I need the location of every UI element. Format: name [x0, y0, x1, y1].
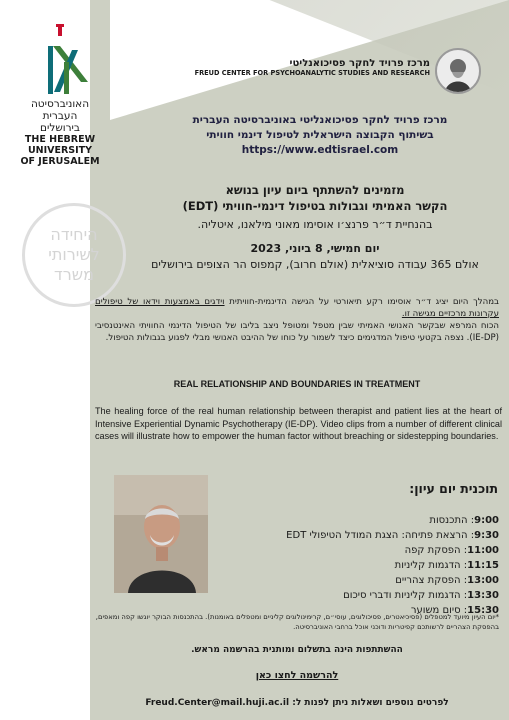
program-item: 13:30: הדגמות קליניות ודברי סיכום: [343, 590, 499, 601]
program-item-label: הדגמות קליניות ודברי סיכום: [343, 590, 461, 601]
stamp-line-1: היחידה: [50, 225, 98, 244]
intro-line-2: בשיתוף הקבוצה הישראלית לטיפול דינמי חוויתי: [206, 129, 434, 141]
description-he-underlined: וידגים באמצעות וידאו של טיפולים עקרונות מרכזיים מגישה זו.: [95, 297, 499, 319]
freud-portrait-icon: [435, 48, 481, 94]
university-name-he-2: העברית: [42, 110, 78, 122]
university-name-he-3: בירושלים: [40, 122, 80, 134]
program-item-label: סיום משוער: [410, 605, 461, 616]
university-name-en-2: UNIVERSITY: [27, 145, 93, 156]
intro-block: [140, 113, 500, 158]
program-item: 9:00: התכנסות: [429, 515, 499, 526]
program-item: 13:00: הפסקת צהריים: [395, 575, 499, 586]
program-item: 11:15: הדגמות קליניות: [394, 560, 499, 571]
description-he-part2: הכוח המרפא שבקשר האנושי האמיתי שבין מטפל ומטופל ניצב בליבו של הטיפול הדינמי החוויתי האינטנסיבי (IE-DP). נצפה בקטעי טיפול המדגימים כיצד לשמור על כוחו של ההיבט האנושי מבלי לפגוע בגבולות הטיפול.: [95, 321, 499, 343]
description-he: [95, 296, 499, 344]
program-item-label: הפסקת צהריים: [395, 575, 461, 586]
program-item-time: 11:15: [467, 560, 499, 571]
event-title: [130, 182, 500, 214]
participation-note: ההשתתפות הינה בתשלום ומותנית בהרשמה מראש.: [191, 645, 403, 655]
freud-center-header: [160, 58, 430, 77]
program-item: 11:00: הפסקת קפה: [404, 545, 499, 556]
program-item-time: 13:00: [467, 575, 499, 586]
event-title-line-1: מזמינים להשתתף ביום עיון בנושא: [225, 183, 405, 197]
program-item: 9:30: הרצאת פתיחה: הצגת המודל הטיפולי EDT: [286, 530, 499, 541]
footnote: *יום העיון מיועד למטפלים (פסיכיאטרים, פסיכולוגים, עוסי״ם, קרימינולוגים קליניים ומטפלים באומנות). בהתכנסות הבוקר יוגשו קפה ומאפים, בהפסקת הצהריים לרשותכם קפיטריות ודוכני אוכל ברחבי האוניברסיטה.: [95, 613, 499, 631]
english-title: REAL RELATIONSHIP AND BOUNDARIES IN TREATMENT: [173, 379, 421, 389]
event-title-line-2: הקשר האמיתי וגבולות בטיפול דינמי-חוויתי (EDT): [182, 199, 448, 213]
program-item-label: הדגמות קליניות: [394, 560, 461, 571]
program-item-time: 9:30: [474, 530, 499, 541]
event-date: יום חמישי, 8 ביוני, 2023: [250, 242, 380, 255]
program-item-time: 15:30: [467, 605, 499, 616]
program-item: 15:30: סיום משוער: [410, 605, 499, 616]
event-venue: אולם 365 עבודה סוציאלית (אולם חרוב), קמפוס הר הצופים בירושלים: [151, 258, 479, 271]
freud-center-name-en: FREUD CENTER FOR PSYCHOANALYTIC STUDIES AND RESEARCH: [194, 69, 430, 77]
stamp-line-3: משרד: [54, 265, 94, 284]
program-title: תוכנית יום עיון:: [409, 481, 498, 496]
program-list: [220, 513, 499, 618]
speaker-photo: [114, 475, 208, 593]
university-name-en-1: THE HEBREW: [24, 134, 96, 145]
hebrew-university-logo-icon: [34, 22, 94, 98]
university-name-he-1: האוניברסיטה: [30, 98, 90, 110]
english-body: The healing force of the real human relationship between therapist and patient lies at the heart of Intensive Experiential Dynamic Psychotherapy (IE-DP). Video clips from a number of different clinical cases will illustrate how to empower the human factor without breaching or sidestepping boundaries.: [95, 406, 502, 441]
program-item-time: 13:30: [467, 590, 499, 601]
contact-email-link[interactable]: Freud.Center@mail.huji.ac.il: [145, 698, 290, 708]
contact-line: [95, 698, 499, 708]
freud-center-name-he: מרכז פרויד לחקר פסיכואנליטי: [289, 58, 430, 69]
watermark-stamp: [22, 203, 126, 307]
university-name: [0, 98, 120, 167]
intro-url-link[interactable]: https://www.edtisrael.com: [241, 144, 399, 156]
register-link[interactable]: להרשמה לחצו כאן: [255, 670, 339, 681]
program-item-time: 9:00: [474, 515, 499, 526]
description-he-part1: במהלך היום יציג ד״ר אוסימו רקע תיאורטי על הגישה הדינמית-חוויתית: [224, 297, 499, 307]
stamp-line-2: לשירותי: [48, 245, 100, 264]
program-item-label: התכנסות: [429, 515, 468, 526]
intro-line-1: מרכז פרויד לחקר פסיכואנליטי באוניברסיטה העברית: [192, 114, 448, 126]
program-item-label: הפסקת קפה: [404, 545, 461, 556]
university-name-en-3: OF JERUSALEM: [20, 156, 100, 167]
event-guide: בהנחיית ד״ר פרנצ׳ו אוסימו מאוני מילאנו, איטליה.: [197, 218, 433, 231]
program-item-label: הרצאת פתיחה: הצגת המודל הטיפולי EDT: [286, 530, 468, 541]
program-item-time: 11:00: [467, 545, 499, 556]
contact-prefix: לפרטים נוספים ושאלות ניתן לפנות ל:: [289, 698, 449, 708]
